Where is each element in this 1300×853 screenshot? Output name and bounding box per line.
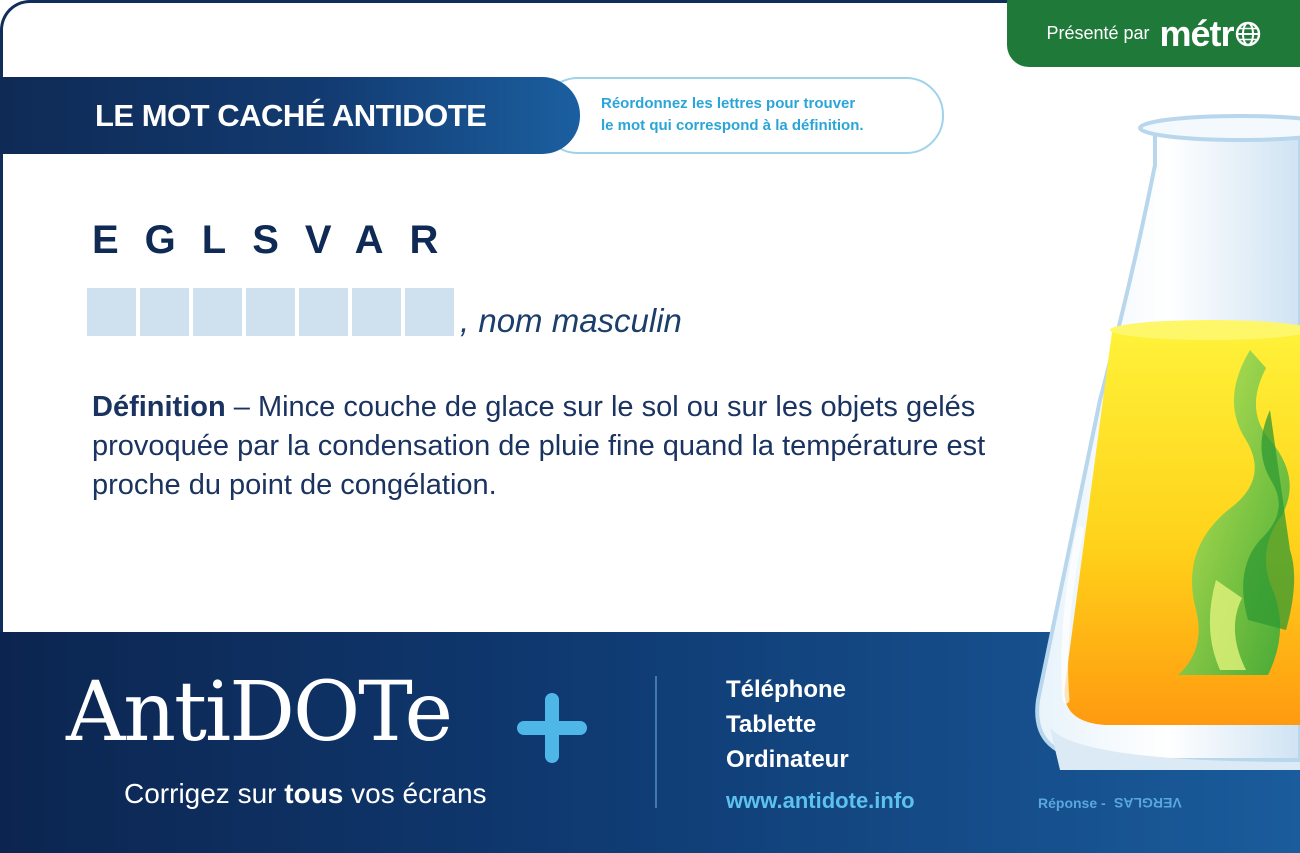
globe-icon	[1235, 21, 1261, 47]
instruction-line-2: le mot qui correspond à la définition.	[601, 117, 864, 134]
device-list	[726, 672, 849, 777]
flask-illustration	[1020, 110, 1300, 770]
page-title: LE MOT CACHÉ ANTIDOTE	[95, 97, 487, 133]
antidote-logo: AntiDOTe	[66, 665, 452, 760]
answer-hint	[1038, 795, 1181, 811]
footer-divider	[655, 676, 657, 808]
metro-logo-text: métr	[1159, 12, 1234, 54]
answer-box	[246, 288, 295, 336]
answer-boxes	[87, 288, 454, 336]
answer-box	[140, 288, 189, 336]
device-computer: Ordinateur	[726, 746, 849, 773]
slogan: Corrigez sur tous vos écrans	[124, 778, 487, 809]
device-phone: Téléphone	[726, 676, 847, 703]
title-banner	[0, 77, 580, 154]
sponsor-badge	[1007, 0, 1300, 67]
answer-box	[193, 288, 242, 336]
answer-label: Réponse -	[1038, 795, 1106, 811]
device-tablet: Tablette	[726, 711, 817, 738]
website-link[interactable]: www.antidote.info	[726, 788, 915, 813]
answer-box	[87, 288, 136, 336]
answer-box	[352, 288, 401, 336]
scrambled-letters: EGLSVAR	[92, 218, 465, 262]
answer-upside-down: VERGLAS	[1113, 795, 1182, 811]
answer-box	[299, 288, 348, 336]
grammar-label: , nom masculin	[460, 302, 682, 339]
presented-by-label: Présenté par	[1046, 23, 1150, 43]
instructions	[601, 93, 864, 137]
slogan-emphasis: tous	[284, 778, 344, 809]
instruction-line-1: Réordonnez les lettres pour trouver	[601, 95, 856, 112]
definition	[92, 388, 1022, 505]
definition-label: Définition	[92, 391, 226, 423]
plus-icon	[517, 693, 587, 763]
definition-text: – Mince couche de glace sur le sol ou sur les objets gelés provoquée par la condensation de pluie fine quand la température est proche du point de congélation.	[92, 391, 986, 501]
answer-box	[405, 288, 454, 336]
metro-logo	[1160, 13, 1261, 55]
